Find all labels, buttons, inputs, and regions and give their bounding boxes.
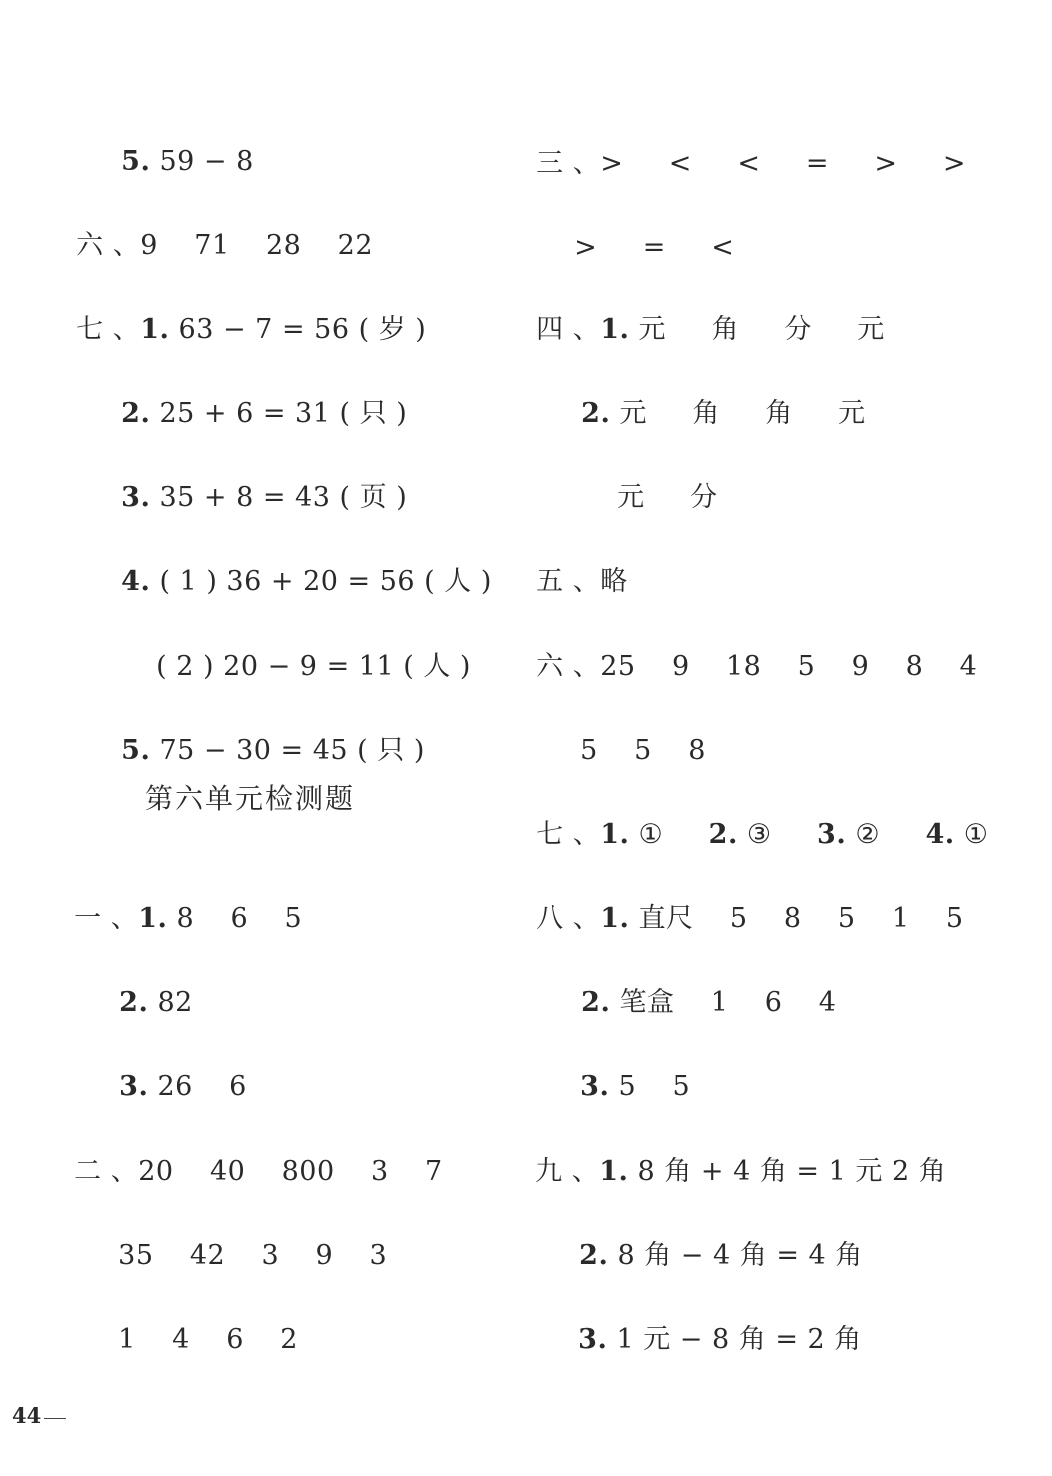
item-number: 3. [817, 819, 847, 850]
item-number: 3. [578, 1324, 608, 1355]
answer-line [103, 444, 407, 516]
answer-line [100, 1286, 298, 1358]
answer-line [518, 110, 966, 182]
answer-line [518, 781, 988, 853]
answer-line [100, 1202, 387, 1274]
item-number: 2. [121, 398, 151, 429]
item-number: 4. [925, 819, 955, 850]
answer-text: 8 角 − 4 角 = 4 角 [608, 1240, 863, 1271]
answer-line [518, 276, 885, 348]
section-prefix: 九 、 [535, 1156, 600, 1187]
answer-line [563, 949, 836, 1021]
answer-line [517, 1118, 946, 1190]
item-number: 3. [580, 1071, 610, 1102]
answer-line [599, 444, 718, 516]
answer-text: 三 、> < < = > > [536, 148, 967, 179]
answer-text: > = < [574, 232, 735, 263]
answer-line [138, 613, 471, 685]
answer-text: 35 42 3 9 3 [118, 1240, 388, 1271]
answer-line [518, 613, 977, 685]
answer-text: ( 1 ) 36 + 20 = 56 ( 人 ) [150, 566, 492, 597]
answer-line [103, 360, 407, 432]
answer-line [103, 108, 254, 180]
answer-text: 五 、略 [536, 566, 628, 597]
answer-line [101, 949, 193, 1021]
item-number: 1. [138, 903, 168, 934]
answer-line [103, 697, 425, 769]
answer-text: 5 5 [609, 1071, 691, 1102]
item-number: 3. [119, 1071, 149, 1102]
answer-text: ③ [737, 819, 818, 850]
answer-line [518, 528, 628, 600]
answer-line [556, 194, 734, 266]
answer-line [58, 192, 373, 264]
answer-text: ① [954, 819, 989, 850]
section-prefix: 八 、 [536, 903, 601, 934]
answer-text: 63 − 7 = 56 ( 岁 ) [169, 314, 427, 345]
answer-text: 六 、25 9 18 5 9 8 4 [536, 651, 978, 682]
item-number: 2. [581, 398, 611, 429]
answer-line [560, 1286, 862, 1358]
answer-text: ( 2 ) 20 − 9 = 11 ( 人 ) [156, 651, 471, 682]
item-number: 4. [121, 566, 151, 597]
item-number: 1. [140, 314, 170, 345]
section-prefix: 四 、 [536, 314, 601, 345]
answer-text: 35 + 8 = 43 ( 页 ) [150, 482, 408, 513]
answer-text: 笔盒 1 6 4 [610, 987, 837, 1018]
section-prefix: 一 、 [74, 903, 139, 934]
answer-line [58, 276, 426, 348]
answer-text: 元 角 角 元 [610, 398, 866, 429]
answer-text: 82 [148, 987, 193, 1018]
item-number: 1. [600, 903, 630, 934]
answer-text: 5 5 8 [580, 735, 706, 766]
answer-text: 1 元 − 8 角 = 2 角 [607, 1324, 862, 1355]
section-heading: 第六单元检测题 [145, 782, 356, 815]
item-number: 1. [600, 314, 630, 345]
answer-line [103, 528, 492, 600]
item-number: 2. [119, 987, 149, 1018]
item-number: 5. [121, 735, 151, 766]
answer-text: 元 角 分 元 [629, 314, 885, 345]
page-number-dash [44, 1418, 66, 1419]
answer-line [518, 865, 964, 937]
answer-text: 75 − 30 = 45 ( 只 ) [150, 735, 425, 766]
answer-line [56, 865, 302, 937]
answer-text: 26 6 [148, 1071, 247, 1102]
item-number: 5. [121, 146, 151, 177]
answer-line [56, 1118, 443, 1190]
answer-text: 元 分 [617, 482, 718, 513]
item-number: 1. [600, 819, 630, 850]
answer-text: 二 、20 40 800 3 7 [74, 1156, 443, 1187]
answer-text: ① [629, 819, 709, 850]
answer-line [562, 1033, 690, 1105]
answer-text: 1 4 6 2 [118, 1324, 298, 1355]
answer-text: 59 − 8 [150, 146, 254, 177]
answer-line [563, 360, 866, 432]
item-number: 2. [579, 1240, 609, 1271]
answer-text: 25 + 6 = 31 ( 只 ) [150, 398, 408, 429]
section-prefix: 七 、 [76, 314, 141, 345]
item-number: 3. [121, 482, 151, 513]
answer-line [101, 1033, 247, 1105]
section-prefix: 七 、 [536, 819, 601, 850]
answer-line [562, 697, 706, 769]
answer-text: 六 、9 71 28 22 [76, 230, 373, 261]
answer-text: ② [846, 819, 926, 850]
answer-text: 8 角 + 4 角 = 1 元 2 角 [628, 1156, 947, 1187]
item-number: 2. [581, 987, 611, 1018]
answer-text: 直尺 5 8 5 1 5 [629, 903, 964, 934]
answer-text: 8 6 5 [167, 903, 303, 934]
item-number: 2. [708, 819, 738, 850]
item-number: 1. [599, 1156, 629, 1187]
answer-line [561, 1202, 863, 1274]
page-number: 44 [12, 1403, 42, 1428]
